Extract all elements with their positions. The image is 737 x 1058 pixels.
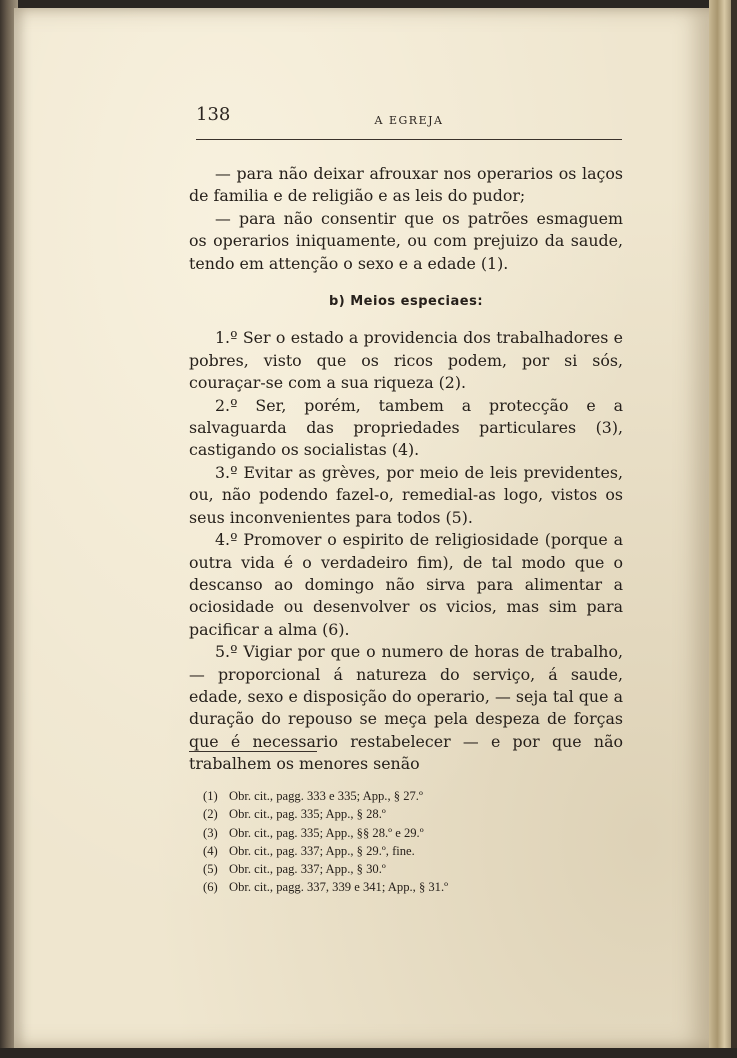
list-item: 1.º Ser o estado a providencia dos trabalhadores e pobres, visto que os ricos podem, por si sós, couraçar-se com a sua riqueza (2). <box>189 328 623 393</box>
bottom-edge <box>0 1048 737 1058</box>
main-text <box>189 163 623 776</box>
footnote-mark: (3) <box>203 825 218 840</box>
book-cover-edge <box>731 0 737 1058</box>
list-item: 3.º Evitar as grèves, por meio de leis previdentes, ou, não podendo fazel-o, remedial-as logo, vistos os seus inconvenientes para todos (5). <box>189 462 623 527</box>
footnote-mark: (2) <box>203 807 218 822</box>
footnotes <box>203 787 623 897</box>
footnote <box>203 860 623 878</box>
footnote-text: Obr. cit., pagg. 337, 339 e 341; App., § 31.º <box>229 880 449 895</box>
paragraph: — para não deixar afrouxar nos operarios os laços de familia e de religião e as leis do pudor; <box>189 164 623 206</box>
footnote-text: Obr. cit., pag. 337; App., § 29.º, fine. <box>229 843 415 858</box>
footnote-mark: (1) <box>203 789 218 803</box>
footnote-mark: (5) <box>203 862 218 877</box>
section-heading: b) Meios especiaes: <box>328 294 484 310</box>
page-header <box>196 104 622 134</box>
page-number: 138 <box>196 104 231 125</box>
footnote <box>203 824 623 842</box>
footnote-text: Obr. cit., pag. 337; App., § 30.º <box>229 862 386 877</box>
footnote-mark: (4) <box>203 843 218 858</box>
footnote-text: Obr. cit., pag. 335; App., § 28.º <box>229 807 386 822</box>
footnote <box>203 878 623 896</box>
footnote-text: Obr. cit., pag. 335; App., §§ 28.º e 29.º <box>229 825 424 840</box>
paragraph: — para não consentir que os patrões esmaguem os operarios iniquamente, ou com prejuizo da saude, tendo em attenção o sexo e a edade (1). <box>189 208 623 273</box>
footnote <box>203 787 623 805</box>
footnote-text: Obr. cit., pagg. 333 e 335; App., § 27.º <box>229 789 423 803</box>
running-title: A EGREJA <box>374 114 444 127</box>
list-item: 4.º Promover o espirito de religiosidade (porque a outra vida é o verdadeiro fim), de tal modo que o descanso ao domingo não sirva para alimentar a ociosidade ou desenvolver os vicios, mas sim para pacificar a alma (6). <box>189 530 623 639</box>
header-rule <box>196 139 622 140</box>
footnote <box>203 842 623 860</box>
footnote-mark: (6) <box>203 880 218 895</box>
list-item: 5.º Vigiar por que o numero de horas de trabalho, — proporcional á natureza do serviço, á saude, edade, sexo e disposição do operario, — seja tal que a duração do repouso se meça pela despeza de forças que é necessario restabelecer — e por que não trabalhem os menores senão <box>189 642 623 774</box>
footnote <box>203 805 623 823</box>
footnote-rule <box>189 751 317 752</box>
list-item: 2.º Ser, porém, tambem a protecção e a salvaguarda das propriedades particulares (3), castigando os socialistas (4). <box>189 395 623 460</box>
